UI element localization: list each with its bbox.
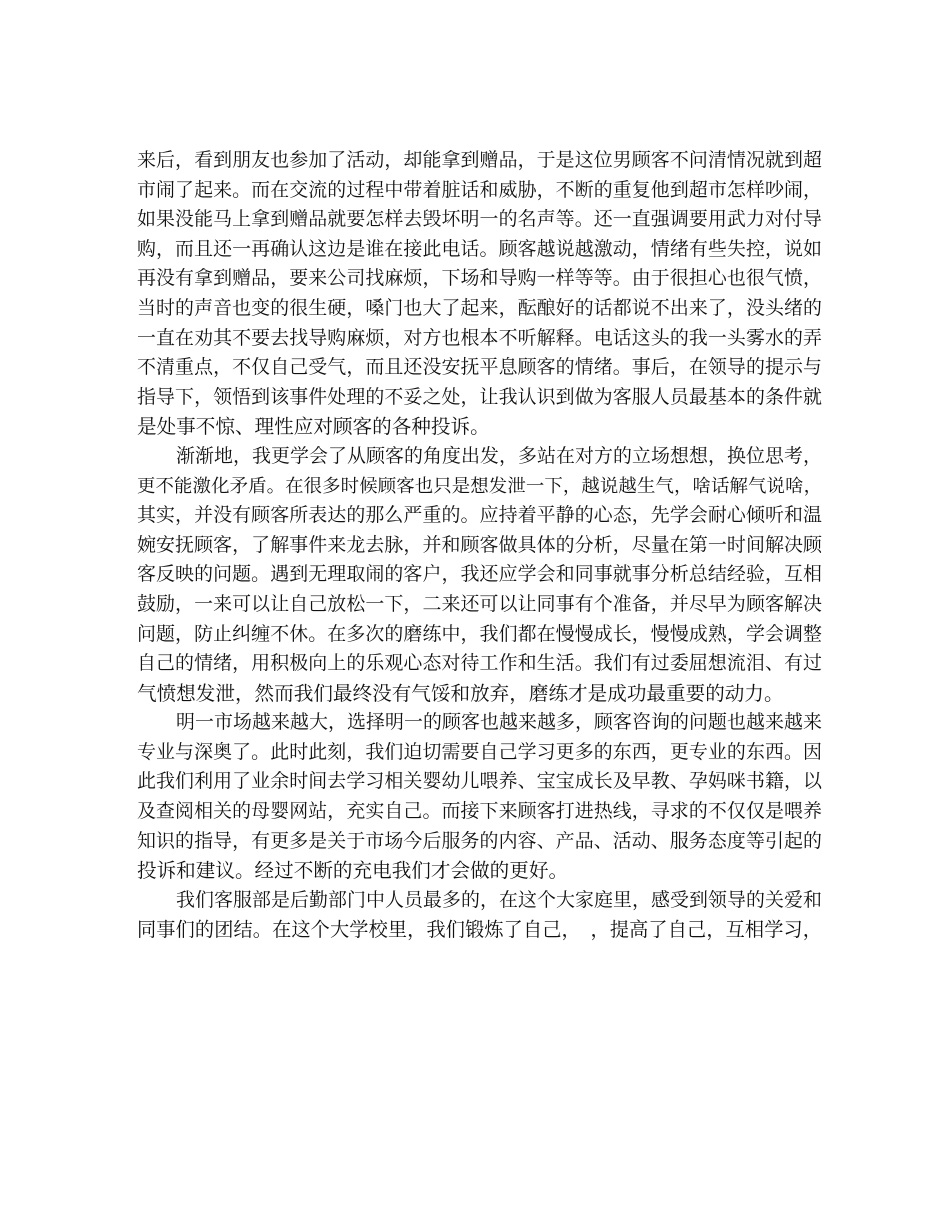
text-line: 及查阅相关的母婴网站，充实自己。而接下来顾客打进热线，寻求的不仅仅是喂养 bbox=[137, 800, 822, 823]
paragraph bbox=[137, 146, 822, 442]
text-line: 一直在劝其不要去找导购麻烦，对方也根本不听解释。电话这头的我一头雾水的弄 bbox=[137, 326, 822, 349]
text-line: 不清重点，不仅自己受气，而且还没安抚平息顾客的情绪。事后，在领导的提示与 bbox=[137, 356, 822, 379]
text-line: 同事们的团结。在这个大学校里，我们锻炼了自己， ，提高了自己，互相学习， bbox=[137, 918, 822, 942]
text-line: 指导下，领悟到该事件处理的不妥之处，让我认识到做为客服人员最基本的条件就 bbox=[137, 385, 822, 408]
text-line: 再没有拿到赠品，要来公司找麻烦，下场和导购一样等等。由于很担心也很气愤， bbox=[137, 267, 822, 290]
text-line: 明一市场越来越大，选择明一的顾客也越来越多，顾客咨询的问题也越来越来 bbox=[176, 711, 822, 734]
text-line: 其实，并没有顾客所表达的那么严重的。应持着平静的心态，先学会耐心倾听和温 bbox=[137, 504, 822, 527]
text-line: 专业与深奥了。此时此刻，我们迫切需要自己学习更多的东西，更专业的东西。因 bbox=[137, 740, 822, 763]
text-line: 气愤想发泄，然而我们最终没有气馁和放弃，磨练才是成功最重要的动力。 bbox=[137, 681, 784, 705]
document-body bbox=[137, 146, 822, 945]
text-line: 如果没能马上拿到赠品就要怎样去毁坏明一的名声等。还一直强调要用武力对付导 bbox=[137, 208, 822, 231]
text-line: 当时的声音也变的很生硬，嗓门也大了起来，酝酿好的话都说不出来了，没头绪的 bbox=[137, 296, 822, 319]
text-line: 是处事不惊、理性应对顾客的各种投诉。 bbox=[137, 415, 490, 439]
text-line: 知识的指导，有更多是关于市场今后服务的内容、产品、活动、服务态度等引起的 bbox=[137, 829, 822, 852]
text-line: 投诉和建议。经过不断的充电我们才会做的更好。 bbox=[137, 859, 569, 883]
text-line: 渐渐地，我更学会了从顾客的角度出发，多站在对方的立场想想，换位思考， bbox=[176, 444, 822, 467]
text-line: 市闹了起来。而在交流的过程中带着脏话和威胁，不断的重复他到超市怎样吵闹， bbox=[137, 178, 822, 201]
text-line: 购，而且还一再确认这边是谁在接此电话。顾客越说越激动，情绪有些失控，说如 bbox=[137, 237, 822, 260]
text-line: 更不能激化矛盾。在很多时候顾客也只是想发泄一下，越说越生气，啥话解气说啥， bbox=[137, 475, 822, 497]
text-line: 来后，看到朋友也参加了活动，却能拿到赠品，于是这位男顾客不问清情况就到超 bbox=[137, 149, 822, 171]
paragraph bbox=[137, 442, 822, 708]
text-line: 问题，防止纠缠不休。在多次的磨练中，我们都在慢慢成长，慢慢成熟，学会调整 bbox=[137, 622, 822, 645]
paragraph bbox=[137, 708, 822, 886]
paragraph bbox=[137, 886, 822, 945]
text-line: 客反映的问题。遇到无理取闹的客户，我还应学会和同事就事分析总结经验，互相 bbox=[137, 563, 822, 586]
text-line: 自己的情绪，用积极向上的乐观心态对待工作和生活。我们有过委屈想流泪、有过 bbox=[137, 652, 822, 675]
text-line: 此我们利用了业余时间去学习相关婴幼儿喂养、宝宝成长及早教、孕妈咪书籍，以 bbox=[137, 770, 822, 793]
text-line: 我们客服部是后勤部门中人员最多的，在这个大家庭里，感受到领导的关爱和 bbox=[176, 888, 822, 911]
text-line: 婉安抚顾客，了解事件来龙去脉，并和顾客做具体的分析，尽量在第一时间解决顾 bbox=[137, 533, 822, 556]
text-line: 鼓励，一来可以让自己放松一下，二来还可以让同事有个准备，并尽早为顾客解决 bbox=[137, 592, 822, 615]
